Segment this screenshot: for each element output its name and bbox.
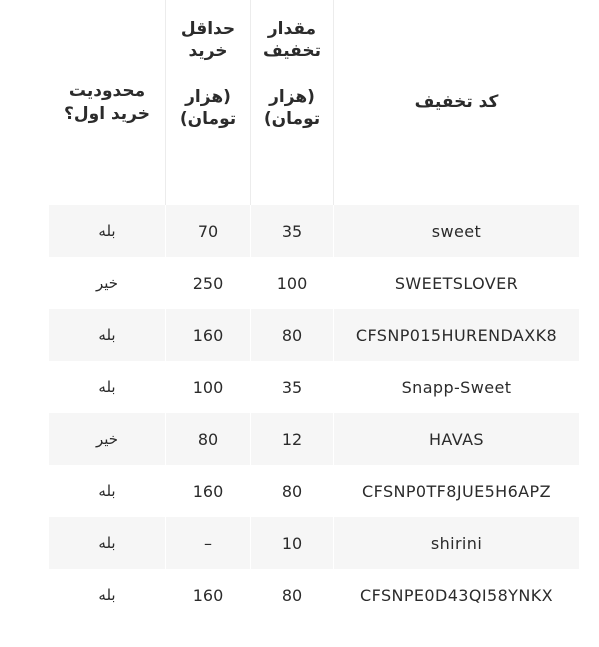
discount-amount-cell: 80 — [281, 325, 303, 345]
header-first-purchase-limit: محدودیت خرید اول؟ — [64, 81, 150, 124]
first-purchase-limit-cell: بله — [98, 586, 116, 604]
table-row — [49, 413, 579, 465]
table-body — [49, 205, 579, 621]
table-header-row — [49, 0, 579, 205]
discount-code-cell: SWEETSLOVER — [394, 273, 519, 293]
discount-code-cell: Snapp-Sweet — [401, 377, 512, 397]
first-purchase-limit-cell: بله — [98, 534, 116, 552]
min-purchase-cell: 250 — [192, 273, 224, 293]
table-row — [49, 517, 579, 569]
discount-code-cell: CFSNPE0D43QI58YNKX — [360, 585, 553, 605]
table-row — [49, 569, 579, 621]
table-row — [49, 205, 579, 257]
min-purchase-cell: 70 — [197, 221, 219, 241]
discount-amount-cell: 100 — [276, 273, 308, 293]
discount-code-cell: shirini — [430, 533, 483, 553]
table-row — [49, 309, 579, 361]
min-purchase-cell: 160 — [192, 585, 224, 605]
discount-amount-cell: 80 — [281, 481, 303, 501]
first-purchase-limit-cell: بله — [98, 482, 116, 500]
discount-code-cell: sweet — [431, 221, 482, 241]
first-purchase-limit-cell: خیر — [95, 430, 119, 448]
min-purchase-cell: – — [204, 533, 212, 553]
first-purchase-limit-cell: بله — [98, 222, 116, 240]
discount-amount-cell: 35 — [281, 221, 303, 241]
header-discount-amount: مقدار تخفیف (هزار تومان) — [262, 19, 322, 130]
discount-amount-cell: 80 — [281, 585, 303, 605]
min-purchase-cell: 100 — [192, 377, 224, 397]
discount-codes-table — [49, 0, 579, 621]
min-purchase-cell: 80 — [197, 429, 219, 449]
discount-amount-cell: 10 — [281, 533, 303, 553]
discount-code-cell: HAVAS — [429, 429, 484, 449]
discount-code-cell: CFSNP015HURENDAXK8 — [355, 325, 558, 345]
discount-amount-cell: 12 — [281, 429, 303, 449]
table-row — [49, 361, 579, 413]
first-purchase-limit-cell: بله — [98, 378, 116, 396]
first-purchase-limit-cell: خیر — [95, 274, 119, 292]
discount-amount-cell: 35 — [281, 377, 303, 397]
header-discount-code: کد تخفیف — [414, 92, 499, 113]
table-row — [49, 465, 579, 517]
discount-code-cell: CFSNP0TF8JUE5H6APZ — [362, 481, 551, 501]
header-min-purchase: حداقل خرید (هزار تومان) — [179, 19, 237, 130]
min-purchase-cell: 160 — [192, 325, 224, 345]
first-purchase-limit-cell: بله — [98, 326, 116, 344]
min-purchase-cell: 160 — [192, 481, 224, 501]
table-row — [49, 257, 579, 309]
